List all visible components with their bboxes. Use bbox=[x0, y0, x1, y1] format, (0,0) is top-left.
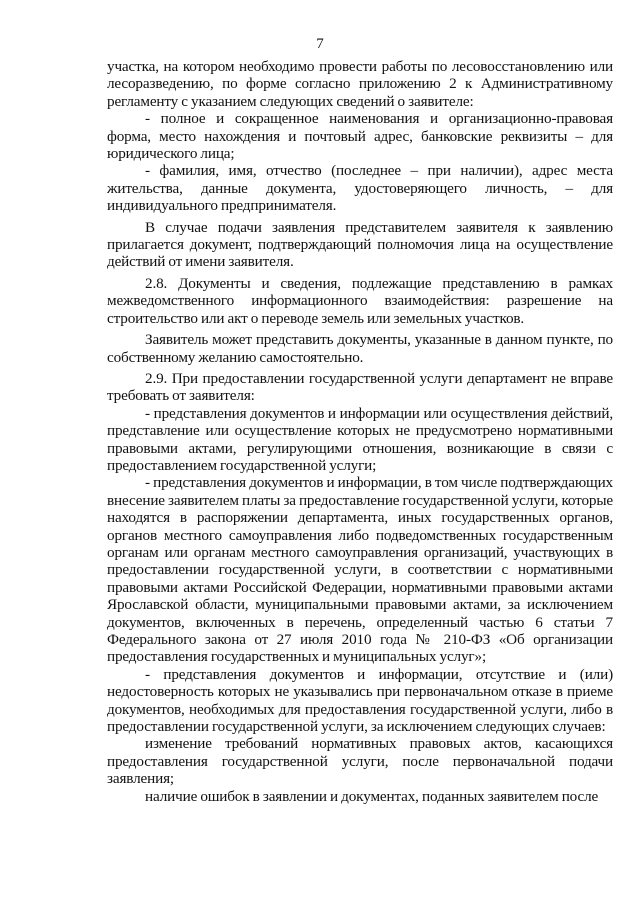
paragraph-3: - фамилия, имя, отчество (последнее – при наличии), адрес места жительства, данные документа, удостоверяющего личность, – для индивидуального предпринимателя. bbox=[107, 162, 613, 215]
paragraph-8: - представления документов и информации или осуществления действий, представление или осуществление которых не предусмотрено нормативными правовыми актами, регулирующими отношения, возникающие в связи с предоставлением государственной услуги; bbox=[107, 404, 613, 474]
paragraph-5: 2.8. Документы и сведения, подлежащие представлению в рамках межведомственного информационного взаимодействия: разрешение на строительство или акт о переводе земель или земельных участков. bbox=[107, 274, 613, 327]
paragraph-1: участка, на котором необходимо провести работы по лесовосстановлению или лесоразведению, по форме согласно приложению 2 к Административному регламенту с указанием следующих сведений о заявителе: bbox=[107, 58, 613, 110]
document-body bbox=[107, 58, 613, 805]
paragraph-4: В случае подачи заявления представителем заявителя к заявлению прилагается документ, подтверждающий полномочия лица на осуществление действий от имени заявителя. bbox=[107, 218, 613, 271]
paragraph-7: 2.9. При предоставлении государственной услуги департамент не вправе требовать от заявителя: bbox=[107, 369, 613, 405]
paragraph-2: - полное и сокращенное наименования и организационно-правовая форма, место нахождения и почтовый адрес, банковские реквизиты – для юридического лица; bbox=[107, 110, 613, 163]
page-number: 7 bbox=[316, 36, 324, 52]
paragraph-11: изменение требований нормативных правовых актов, касающихся предоставления государственной услуги, после первоначальной подачи заявления; bbox=[107, 735, 613, 788]
paragraph-10: - представления документов и информации, отсутствие и (или) недостоверность которых не указывались при первоначальном отказе в приеме документов, необходимых для предоставления государственной услуги, либо в предоставлении государственной услуги, за исключением следующих случаев: bbox=[107, 665, 613, 736]
paragraph-9: - представления документов и информации, в том числе подтверждающих внесение заявителем платы за предоставление государственной услуги, которые находятся в распоряжении департамента, иных государственных органов, органов местного самоуправления либо подведомственных государственным органам или органам местного самоуправления организаций, участвующих в предоставлении государственной услуги, в соответствии с нормативными правовыми актами Российской Федерации, нормативными правовыми актами Ярославской области, муниципальными правовыми актами, за исключением документов, включенных в перечень, определенный частью 6 статьи 7 Федерального закона от 27 июля 2010 года № 210-ФЗ «Об организации предоставления государственных и муниципальных услуг»; bbox=[107, 474, 613, 666]
paragraph-12: наличие ошибок в заявлении и документах, поданных заявителем после bbox=[145, 787, 599, 805]
paragraph-6: Заявитель может представить документы, указанные в данном пункте, по собственному желанию самостоятельно. bbox=[107, 331, 613, 366]
